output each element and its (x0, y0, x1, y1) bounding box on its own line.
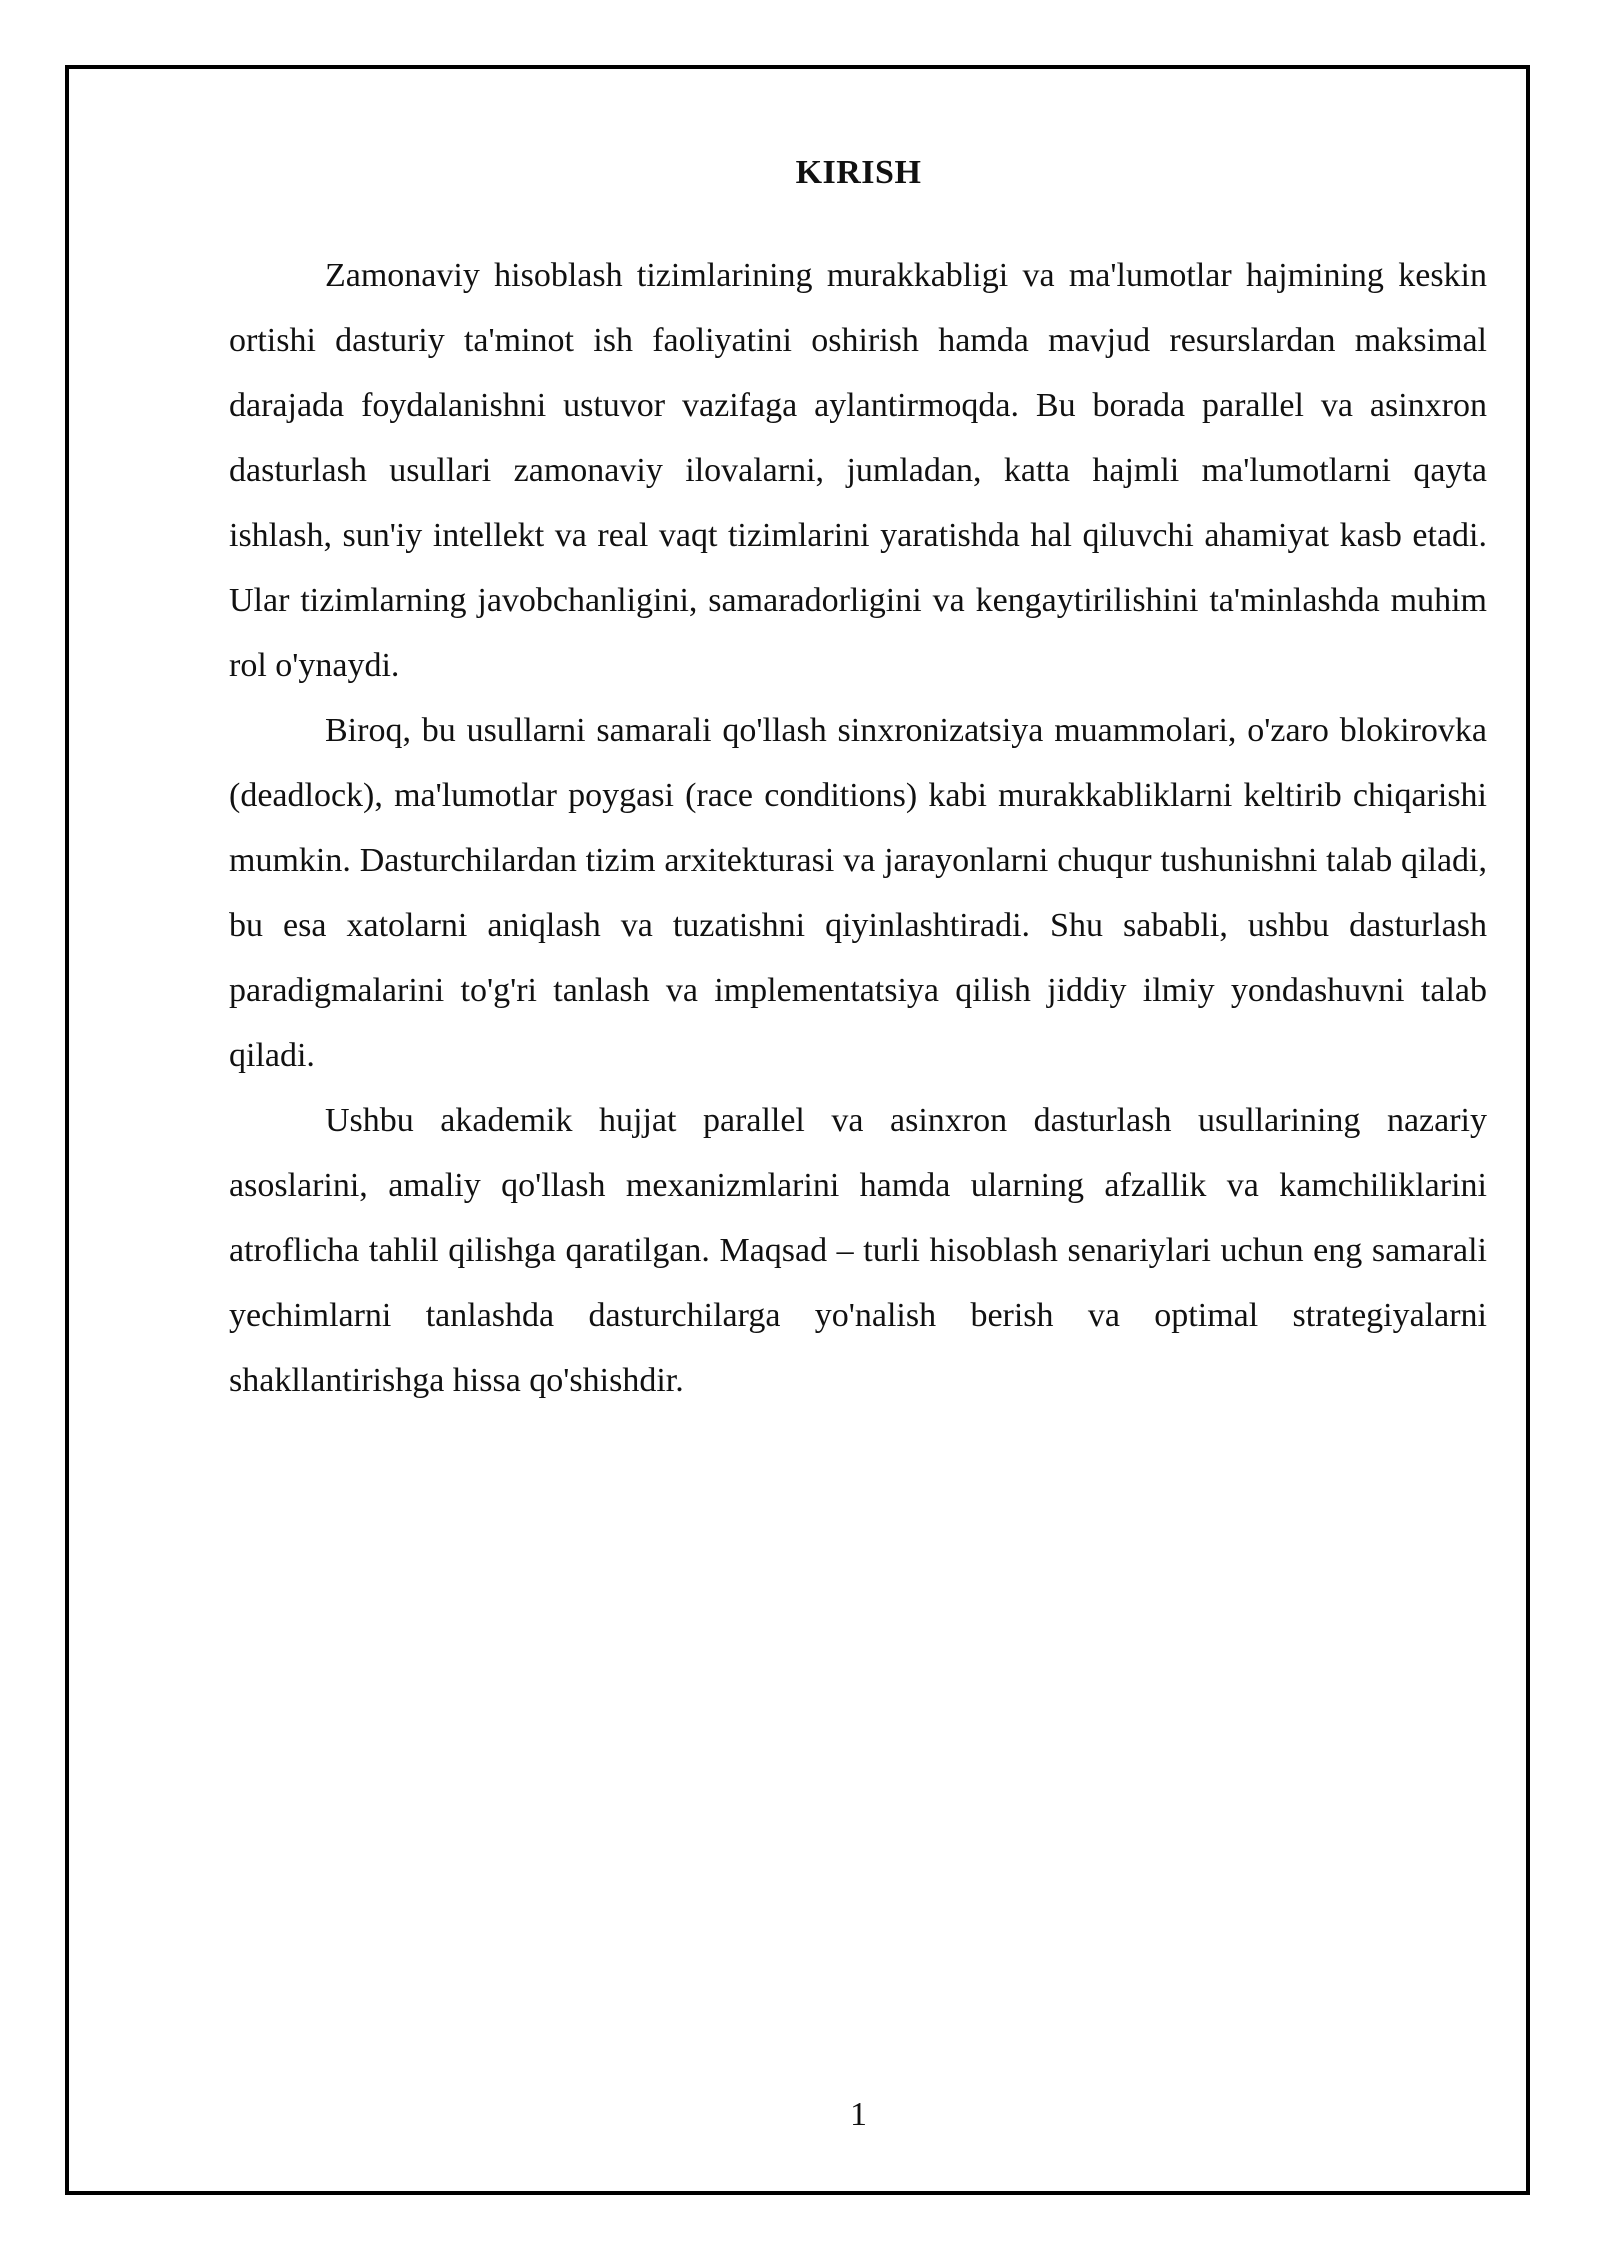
paragraph-2: Biroq, bu usullarni samarali qo'llash sinxronizatsiya muammolari, o'zaro blokirovka (deadlock), ma'lumotlar poygasi (race conditions) kabi murakkabliklarni keltirib chiqarishi mumkin. Dasturchilardan tizim arxitekturasi va jarayonlarni chuqur tushunishni talab qiladi, bu esa xatolarni aniqlash va tuzatishni qiyinlashtiradi. Shu sababli, ushbu dasturlash paradigmalarini to'g'ri tanlash va implementatsiya qilish jiddiy ilmiy yondashuvni talab qiladi. (229, 712, 1487, 1074)
page-number: 1 (850, 2096, 867, 2133)
section-heading: KIRISH (795, 154, 922, 191)
paragraph-3: Ushbu akademik hujjat parallel va asinxron dasturlash usullarining nazariy asoslarini, amaliy qo'llash mexanizmlarini hamda ularning afzallik va kamchiliklarini atroflicha tahlil qilishga qaratilgan. Maqsad – turli hisoblash senariylari uchun eng samarali yechimlarni tanlashda dasturchilarga yo'nalish berish va optimal strategiyalarni shakllantirishga hissa qo'shishdir. (229, 1102, 1487, 1399)
body-text (229, 243, 1487, 1413)
paragraph-1: Zamonaviy hisoblash tizimlarining murakkabligi va ma'lumotlar hajmining keskin ortishi dasturiy ta'minot ish faoliyatini oshirish hamda mavjud resurslardan maksimal darajada foydalanishni ustuvor vazifaga aylantirmoqda. Bu borada parallel va asinxron dasturlash usullari zamonaviy ilovalarni, jumladan, katta hajmli ma'lumotlarni qayta ishlash, sun'iy intellekt va real vaqt tizimlarini yaratishda hal qiluvchi ahamiyat kasb etadi. Ular tizimlarning javobchanligini, samaradorligini va kengaytirilishini ta'minlashda muhim rol o'ynaydi. (229, 257, 1487, 684)
